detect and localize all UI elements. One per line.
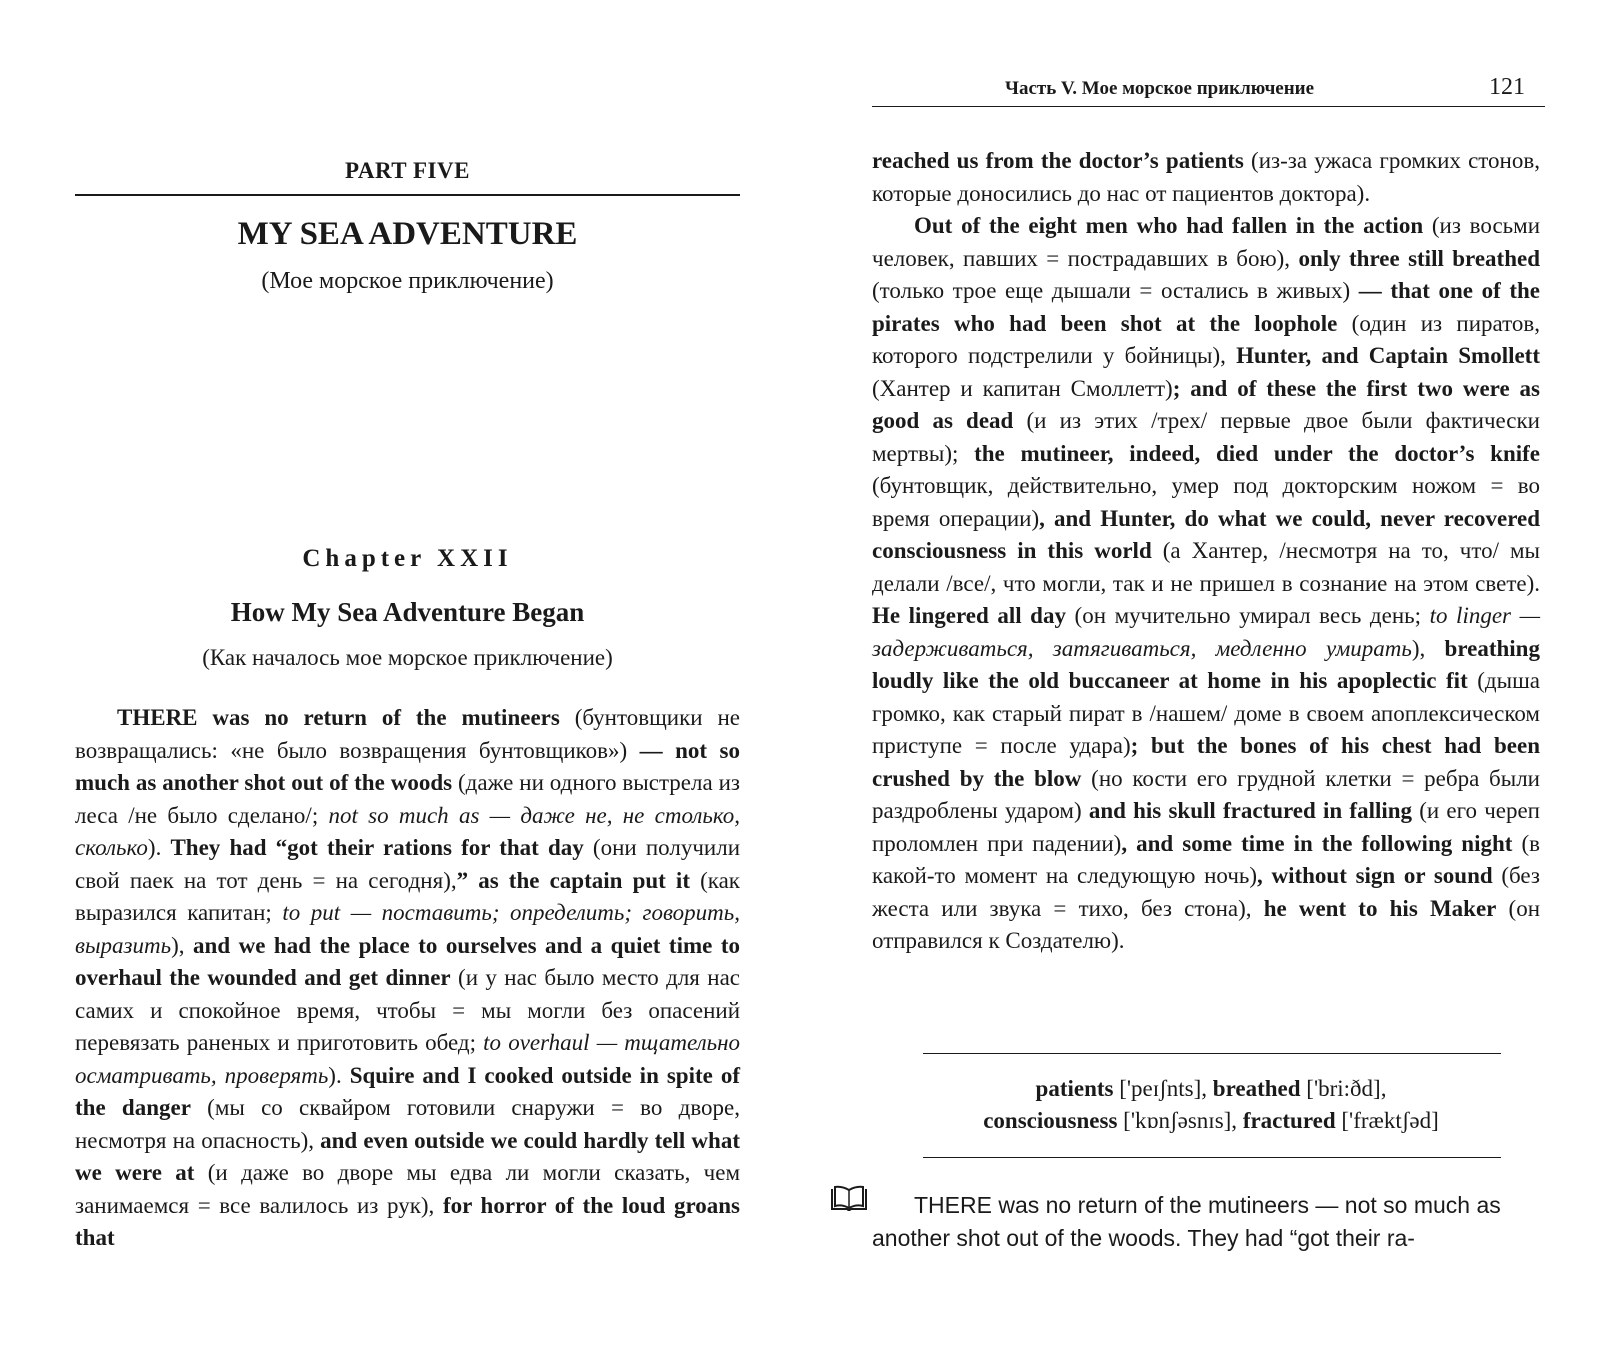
transcription-top-divider xyxy=(923,1053,1501,1054)
part-label: PART FIVE xyxy=(345,158,470,183)
part-subtitle: (Мое морское приключение) xyxy=(261,268,554,294)
original-text-paragraph: THERE was no return of the mutineers — not so much as another shot out of the woods. They had “got their ra- xyxy=(872,1192,1501,1251)
open-book-icon xyxy=(830,1185,868,1213)
right-page xyxy=(800,0,1607,1370)
header-divider xyxy=(872,106,1545,107)
transcription-bottom-divider xyxy=(923,1157,1501,1158)
chapter-title: How My Sea Adventure Began xyxy=(230,597,585,627)
chapter-body-continued: reached us from the doctor’s patients (из-за ужаса громких стонов, которые доносились до нас от пациентов доктора). Out of the eight men who had fallen in the action (из восьми человек, павших = пострадавших в бою), only three still breathed (только трое еще дышали = остались в живых) — that one of the pirates who had been shot at the loophole (один из пиратов, которого подстрелили у бойницы), Hunter, and Captain Smollett (Хантер и капитан Смоллетт); and of these the first two were as good as dead (и из этих /трех/ первые двое были фактически мертвы); the mutineer, indeed, died under the doctor’s knife (бунтовщик, действительно, умер под докторским ножом = во время операции), and Hunter, do what we could, never recovered consciousness in this world (а Хантер, /несмотря на то, что/ мы делали /все/, что могли, так и не пришел в сознание на этом свете). He lingered all day (он мучительно умирал весь день; to linger — задерживаться, затягиваться, медленно умирать), breathing loudly like the old buccaneer at home in his apoplectic fit (дыша громко, как старый пират в /нашем/ доме в своем апоплексическом приступе = после удара); but the bones of his chest had been crushed by the blow (но кости его грудной клетки = ребра были раздроблены ударом) and his skull fractured in falling (и его череп проломлен при падении), and some time in the following night (в какой-то момент на следующую ночь), without sign or sound (без жеста или звука = тихо, без стона), he went to his Maker (он отправился к Создателю). xyxy=(872,148,1541,953)
part-divider xyxy=(75,194,740,196)
chapter-label: Chapter XXII xyxy=(302,545,513,572)
running-head: Часть V. Мое морское приключение xyxy=(1005,78,1315,99)
transcription-box: patients ['peɪʃnts], breathed ['bri:ðd], consciousness ['kɒnʃəsnɪs], fractured ['fræktʃəd] xyxy=(983,1076,1439,1133)
page-number: 121 xyxy=(1489,74,1525,100)
chapter-body-paragraph: THERE was no return of the mutineers (бунтовщики не возвращались: «не было возвращения бунтовщиков») — not so much as another shot out of the woods (даже ни одного выстрела из леса /не было сделано/; not so much as — даже не, не столько, сколько). They had “got their rations for that day (они получили свой паек на тот день = на сегодня),” as the captain put it (как выразился капитан; to put — поставить; определить; говорить, выразить), and we had the place to ourselves and a quiet time to overhaul the wounded and get dinner (и у нас было место для нас самих и спокойное время, чтобы = мы могли без опасений перевязать раненых и приготовить обед; to overhaul — тщательно осматривать, проверять). Squire and I cooked outside in spite of the danger (мы со сквайром готовили снаружи = во дворе, несмотря на опасность), and even outside we could hardly tell what we were at (и даже во дворе мы едва ли могли сказать, чем занимаемся = все валилось из рук), for horror of the loud groans that xyxy=(75,705,741,1250)
part-title: MY SEA ADVENTURE xyxy=(237,216,578,252)
left-page xyxy=(0,0,800,1370)
chapter-subtitle: (Как началось мое морское приключение) xyxy=(202,645,613,670)
